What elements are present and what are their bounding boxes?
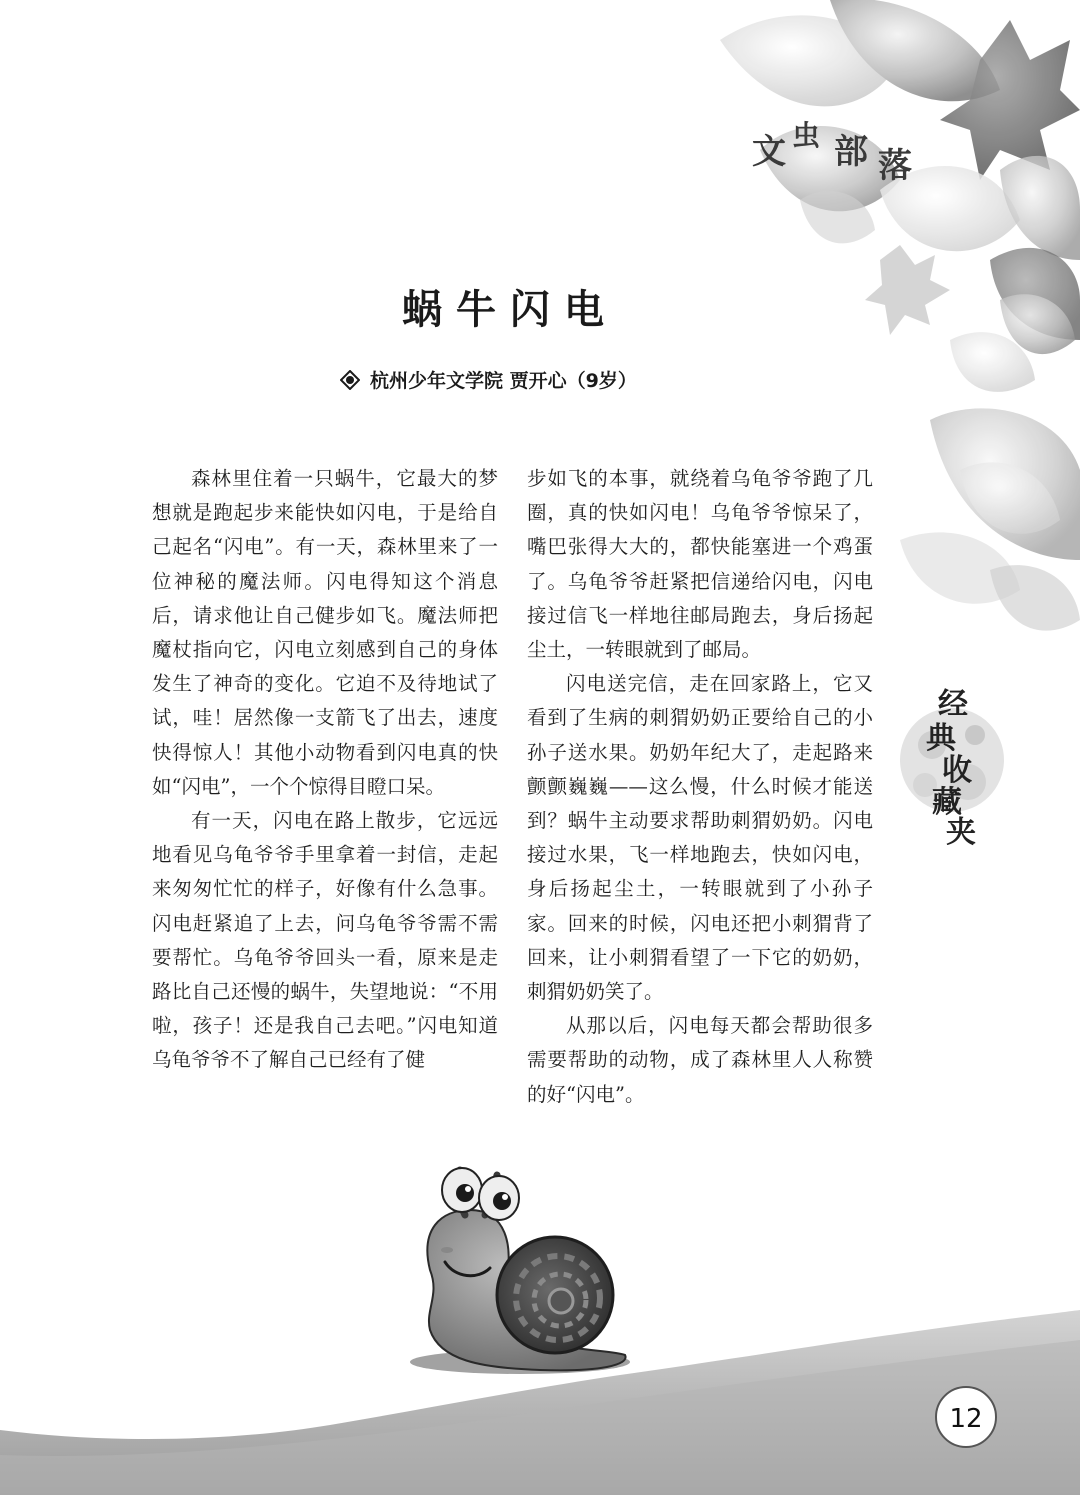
paragraph: 从那以后，闪电每天都会帮助很多需要帮助的动物，成了森林里人人称赞的好“闪电”。 (527, 1014, 873, 1106)
side-label-char-1: 经 (938, 687, 968, 722)
story-column-right (527, 462, 873, 1112)
story-column-left (152, 462, 498, 1078)
paragraph: 有一天，闪电在路上散步，它远远地看见乌龟爷爷手里拿着一封信，走起来匆匆忙忙的样子，好像有什么急事。闪电赶紧追了上去，问乌龟爷爷需不需要帮忙。乌龟爷爷回头一看，原来是走路比自己还慢的蜗牛，失望地说：“不用啦，孩子！还是我自己去吧。”闪电知道乌龟爷爷不了解自己已经有了健 (152, 809, 498, 1072)
section-title (752, 119, 942, 186)
section-title-char-4: 落 (878, 146, 912, 186)
byline-text: 杭州少年文学院 贾开心（9岁） (370, 370, 637, 392)
snail-illustration (410, 1168, 630, 1374)
paragraph: 森林里住着一只蜗牛，它最大的梦想就是跑起步来能快如闪电，于是给自己起名“闪电”。有一天，森林里来了一位神秘的魔法师。闪电得知这个消息后，请求他让自己健步如飞。魔法师把魔杖指向它，闪电立刻感到自己的身体发生了神奇的变化。它迫不及待地试了试，哇！居然像一支箭飞了出去，速度快得惊人！其他小动物看到闪电真的快如“闪电”，一个个惊得目瞪口呆。 (152, 467, 498, 798)
byline (340, 366, 637, 392)
section-title-char-1: 文 (752, 132, 786, 172)
diamond-bullet-icon (340, 370, 360, 395)
section-title-char-2: 虫 (792, 119, 821, 152)
side-label-char-3: 收 (942, 753, 972, 788)
side-label-char-5: 夹 (946, 815, 976, 850)
paragraph: 闪电送完信，走在回家路上，它又看到了生病的刺猬奶奶正要给自己的小孙子送水果。奶奶年纪大了，走起路来颤颤巍巍——这么慢，什么时候才能送到？蜗牛主动要求帮助刺猬奶奶。闪电接过水果，飞一样地跑去，快如闪电，身后扬起尘土，一转眼就到了小孙子家。回来的时候，闪电还把小刺猬背了回来，让小刺猬看望了一下它的奶奶，刺猬奶奶笑了。 (527, 672, 873, 1004)
paragraph-continuation: 步如飞的本事，就绕着乌龟爷爷跑了几圈，真的快如闪电！乌龟爷爷惊呆了，嘴巴张得大大的，都快能塞进一个鸡蛋了。乌龟爷爷赶紧把信递给闪电，闪电接过信飞一样地往邮局跑去，身后扬起尘土，一转眼就到了邮局。 (527, 467, 873, 662)
story-title: 蜗牛闪电 (402, 287, 618, 333)
side-label-char-2: 典 (926, 721, 956, 756)
side-label-char-4: 藏 (932, 785, 962, 820)
section-title-char-3: 部 (834, 132, 868, 172)
page-number: 12 (935, 1386, 997, 1448)
